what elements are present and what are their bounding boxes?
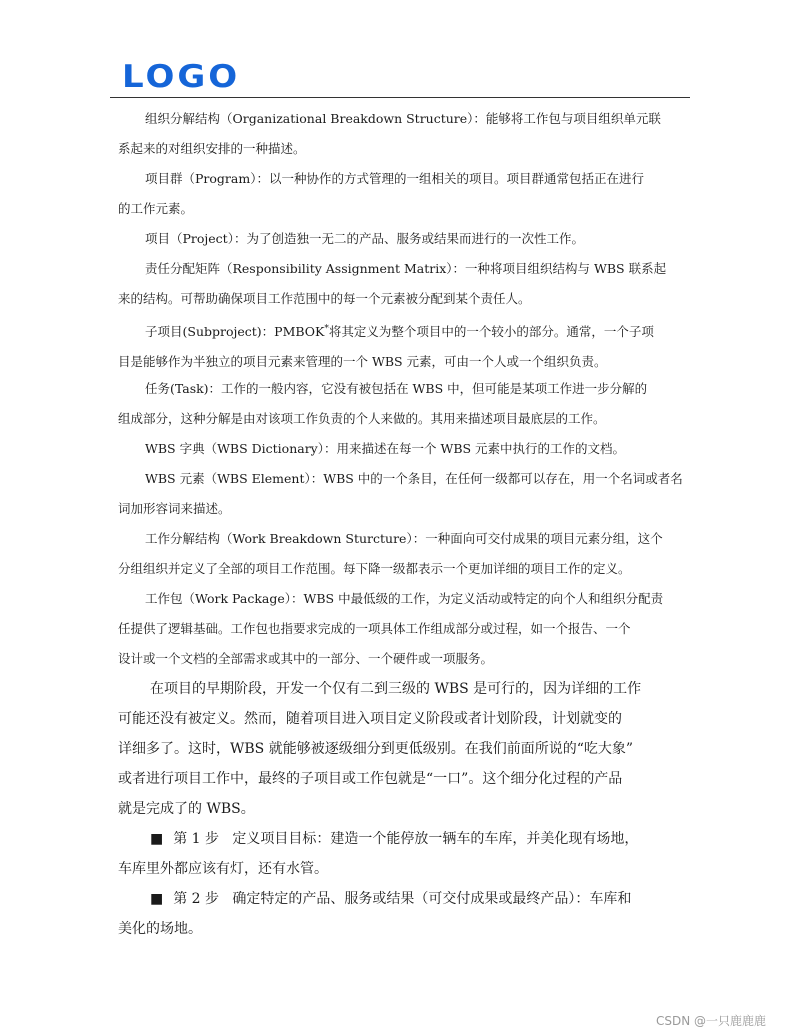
definition-wbs bbox=[118, 524, 684, 584]
definition-wbs-element bbox=[118, 464, 684, 524]
definition-line: 词加形容词来描述。 bbox=[118, 501, 231, 516]
definition-line: WBS 元素（WBS Element）：WBS 中的一个条目，在任何一级都可以存在，用一个名词或者名 bbox=[145, 471, 683, 486]
definition-ram bbox=[118, 254, 684, 314]
definition-program bbox=[118, 164, 684, 224]
definition-line: 系起来的对组织安排的一种描述。 bbox=[118, 141, 306, 156]
definition-line: 组织分解结构（Organizational Breakdown Structure）：能够将工作包与项目组织单元联 bbox=[145, 111, 661, 126]
paragraph-line: 可能还没有被定义。然而，随着项目进入项目定义阶段或者计划阶段，计划就变的 bbox=[118, 711, 622, 727]
definition-work-package bbox=[118, 584, 684, 674]
step-text: 车库里外都应该有灯，还有水管。 bbox=[118, 861, 328, 877]
definition-task bbox=[118, 374, 684, 434]
step-label: 第 2 步 bbox=[173, 891, 220, 907]
footnote-mark: * bbox=[324, 324, 329, 334]
step-text: 确定特定的产品、服务或结果（可交付成果或最终产品）：车库和 bbox=[232, 891, 632, 907]
definition-line: 责任分配矩阵（Responsibility Assignment Matrix）：一种将项目组织结构与 WBS 联系起 bbox=[145, 261, 667, 276]
definition-line: 的工作元素。 bbox=[118, 201, 194, 216]
definition-obs bbox=[118, 104, 684, 164]
definition-line bbox=[118, 314, 684, 347]
header-divider bbox=[110, 97, 690, 98]
definition-subproject bbox=[118, 314, 684, 377]
step-2 bbox=[118, 884, 688, 944]
paragraph-line: 在项目的早期阶段，开发一个仅有二到三级的 WBS 是可行的，因为详细的工作 bbox=[150, 681, 642, 697]
body-paragraph bbox=[118, 674, 688, 824]
definition-line: 目是能够作为半独立的项目元素来管理的一个 WBS 元素，可由一个人或一个组织负责。 bbox=[118, 354, 607, 370]
definition-line: 任务(Task)：工作的一般内容，它没有被包括在 WBS 中，但可能是某项工作进一步分解的 bbox=[145, 381, 648, 396]
step-label: 第 1 步 bbox=[173, 831, 220, 847]
definition-line: 项目群（Program）：以一种协作的方式管理的一组相关的项目。项目群通常包括正在进行 bbox=[145, 171, 644, 186]
square-bullet-icon: ■ bbox=[150, 831, 164, 847]
definition-project bbox=[118, 224, 684, 254]
paragraph-line: 就是完成了的 WBS。 bbox=[118, 801, 255, 817]
definition-wbs-dictionary bbox=[118, 434, 684, 464]
definition-line: 组成部分，这种分解是由对该项工作负责的个人来做的。其用来描述项目最底层的工作。 bbox=[118, 411, 606, 426]
definition-line: 工作分解结构（Work Breakdown Sturcture）：一种面向可交付成果的项目元素分组，这个 bbox=[145, 531, 663, 546]
definition-text: 将其定义为整个项目中的一个较小的部分。通常，一个子项 bbox=[328, 324, 654, 340]
definition-line: 任提供了逻辑基础。工作包也指要求完成的一项具体工作组成部分或过程，如一个报告、一个 bbox=[118, 621, 631, 636]
step-text: 定义项目目标：建造一个能停放一辆车的车库，并美化现有场地， bbox=[232, 831, 639, 847]
definition-line: 工作包（Work Package）：WBS 中最低级的工作，为定义活动或特定的向个人和组织分配责 bbox=[145, 591, 664, 606]
step-1 bbox=[118, 824, 688, 884]
definition-line: 分组组织并定义了全部的项目工作范围。每下降一级都表示一个更加详细的项目工作的定义。 bbox=[118, 561, 631, 576]
definition-text: 子项目(Subproject)：PMBOK bbox=[145, 324, 325, 340]
definition-line: WBS 字典（WBS Dictionary）：用来描述在每一个 WBS 元素中执行的工作的文档。 bbox=[145, 441, 626, 456]
definition-line: 项目（Project）：为了创造独一无二的产品、服务或结果而进行的一次性工作。 bbox=[145, 231, 584, 246]
paragraph-line: 或者进行项目工作中，最终的子项目或工作包就是“一口”。这个细分化过程的产品 bbox=[118, 771, 623, 787]
square-bullet-icon: ■ bbox=[150, 891, 164, 907]
definition-line: 设计或一个文档的全部需求或其中的一部分、一个硬件或一项服务。 bbox=[118, 651, 494, 666]
paragraph-line: 详细多了。这时，WBS 就能够被逐级细分到更低级别。在我们前面所说的“吃大象” bbox=[118, 741, 634, 757]
step-text: 美化的场地。 bbox=[118, 921, 202, 937]
definition-line: 来的结构。可帮助确保项目工作范围中的每一个元素被分配到某个责任人。 bbox=[118, 291, 531, 306]
logo: LOGO bbox=[122, 58, 241, 96]
watermark: CSDN @一只鹿鹿鹿 bbox=[656, 1014, 767, 1028]
